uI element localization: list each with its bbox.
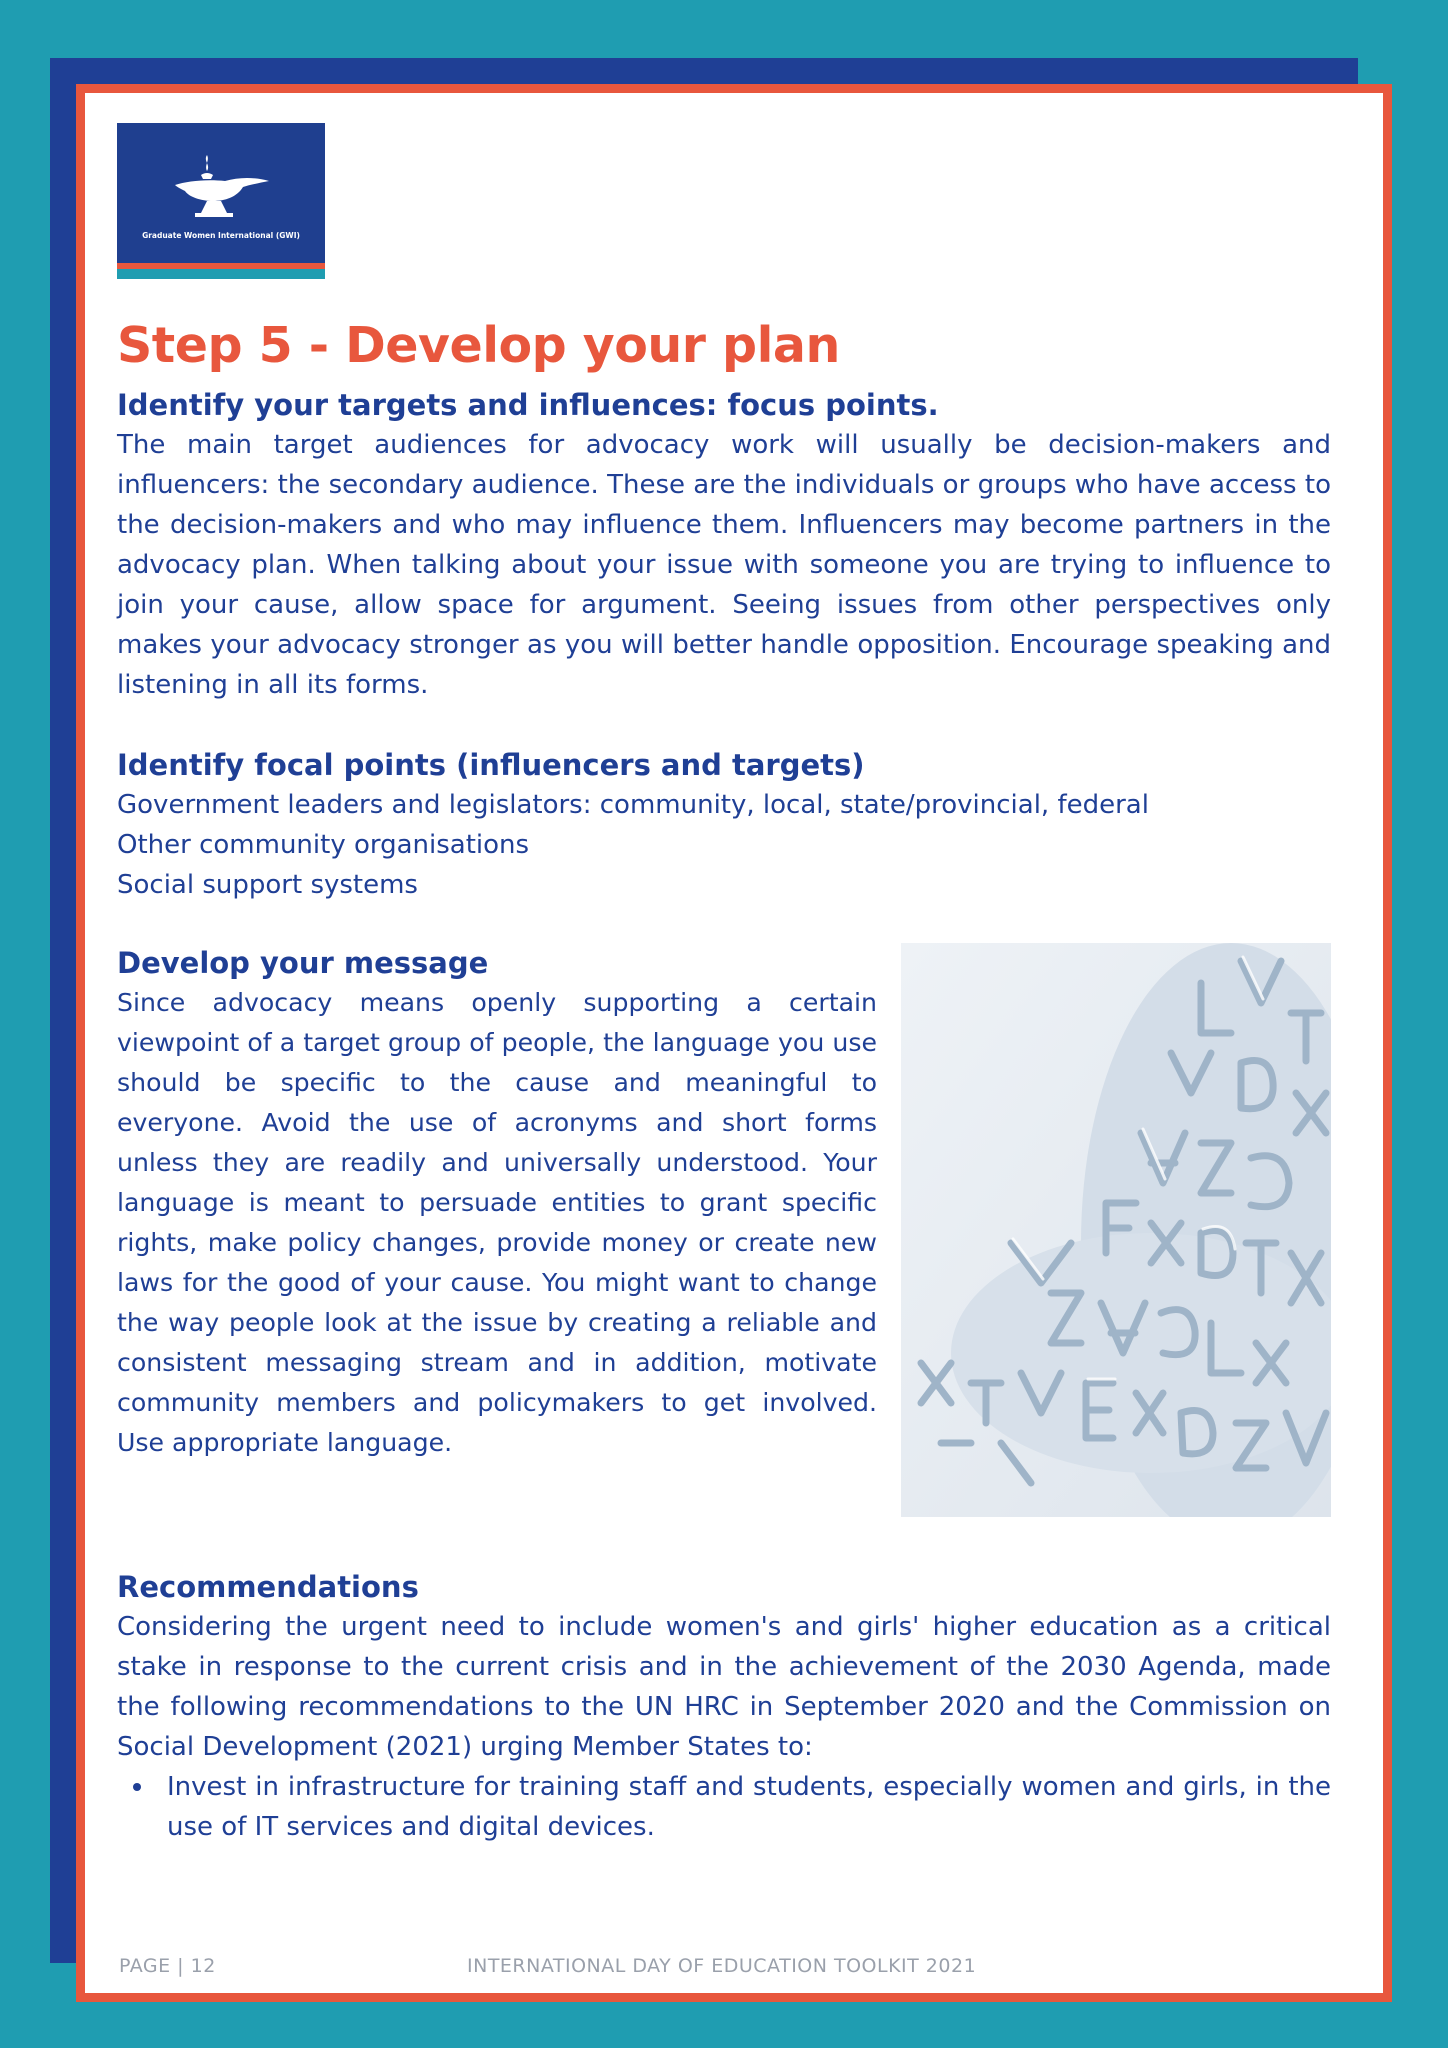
section-targets-body: The main target audiences for advocacy work will usually be decision-makers and influencers: the secondary audience. These are the individuals or groups who have access to the decision-makers and who may influence them. Influencers may become partners in the advocacy plan. When talking about your issue with someone you are trying to influence to join your cause, allow space for argument. Seeing issues from other perspectives only makes your advocacy stronger as you will better handle opposition. Encourage speaking and listening in all its forms. <box>117 430 1331 700</box>
section-message-body: Since advocacy means openly supporting a certain viewpoint of a target group of people, the language you use should be specific to the cause and meaningful to everyone. Avoid the use of acronyms and short forms unless they are readily and universally understood. Your language is meant to persuade entities to grant specific rights, make policy changes, provide money or create new laws for the good of your cause. You might want to change the way people look at the issue by creating a reliable and consistent messaging stream and in addition, motivate community members and policymakers to get involved. Use appropriate language. <box>117 988 877 1457</box>
logo-stripe-teal <box>117 269 325 279</box>
footer-title: INTERNATIONAL DAY OF EDUCATION TOOLKIT 2021 <box>467 1955 977 1977</box>
section-recommendations-body: Considering the urgent need to include women's and girls' higher education as a critical stake in response to the current crisis and in the achievement of the 2030 Agenda, made the following recommendations to the UN HRC in September 2020 and the Commission on Social Development (2021) urging Member States to: <box>117 1612 1331 1762</box>
list-item: Other community organisations <box>117 830 530 860</box>
oil-lamp-icon <box>167 151 275 221</box>
page-frame <box>76 84 1392 2002</box>
section-targets <box>117 385 1331 705</box>
section-targets-title: Identify your targets and influences: focus points. <box>117 388 939 422</box>
section-focal-points <box>117 745 1331 905</box>
page-footer <box>85 1955 1383 1985</box>
logo-org-name: Graduate Women International (GWI) <box>142 231 300 240</box>
page-number: PAGE | 12 <box>119 1955 216 1977</box>
list-item: Government leaders and legislators: community, local, state/provincial, federal <box>117 790 1149 820</box>
scattered-3d-letters-image <box>901 943 1331 1517</box>
section-recommendations-title: Recommendations <box>117 1570 419 1604</box>
bullet-icon <box>133 1783 141 1791</box>
page-content <box>117 313 1331 1847</box>
list-item: Social support systems <box>117 870 418 900</box>
gwi-logo <box>117 123 325 279</box>
bullet-text: Invest in infrastructure for training staff and students, especially women and girls, in the use of IT services and digital devices. <box>167 1772 1331 1842</box>
page-title: Step 5 - Develop your plan <box>117 317 840 374</box>
section-message-title: Develop your message <box>117 946 489 980</box>
section-message <box>117 943 1331 1517</box>
section-focal-points-title: Identify focal points (influencers and targets) <box>117 748 865 782</box>
message-text <box>117 943 877 1463</box>
list-item <box>117 1767 1331 1847</box>
recommendations-bullets <box>117 1767 1331 1847</box>
section-recommendations <box>117 1567 1331 1847</box>
focal-points-list <box>117 785 1331 905</box>
